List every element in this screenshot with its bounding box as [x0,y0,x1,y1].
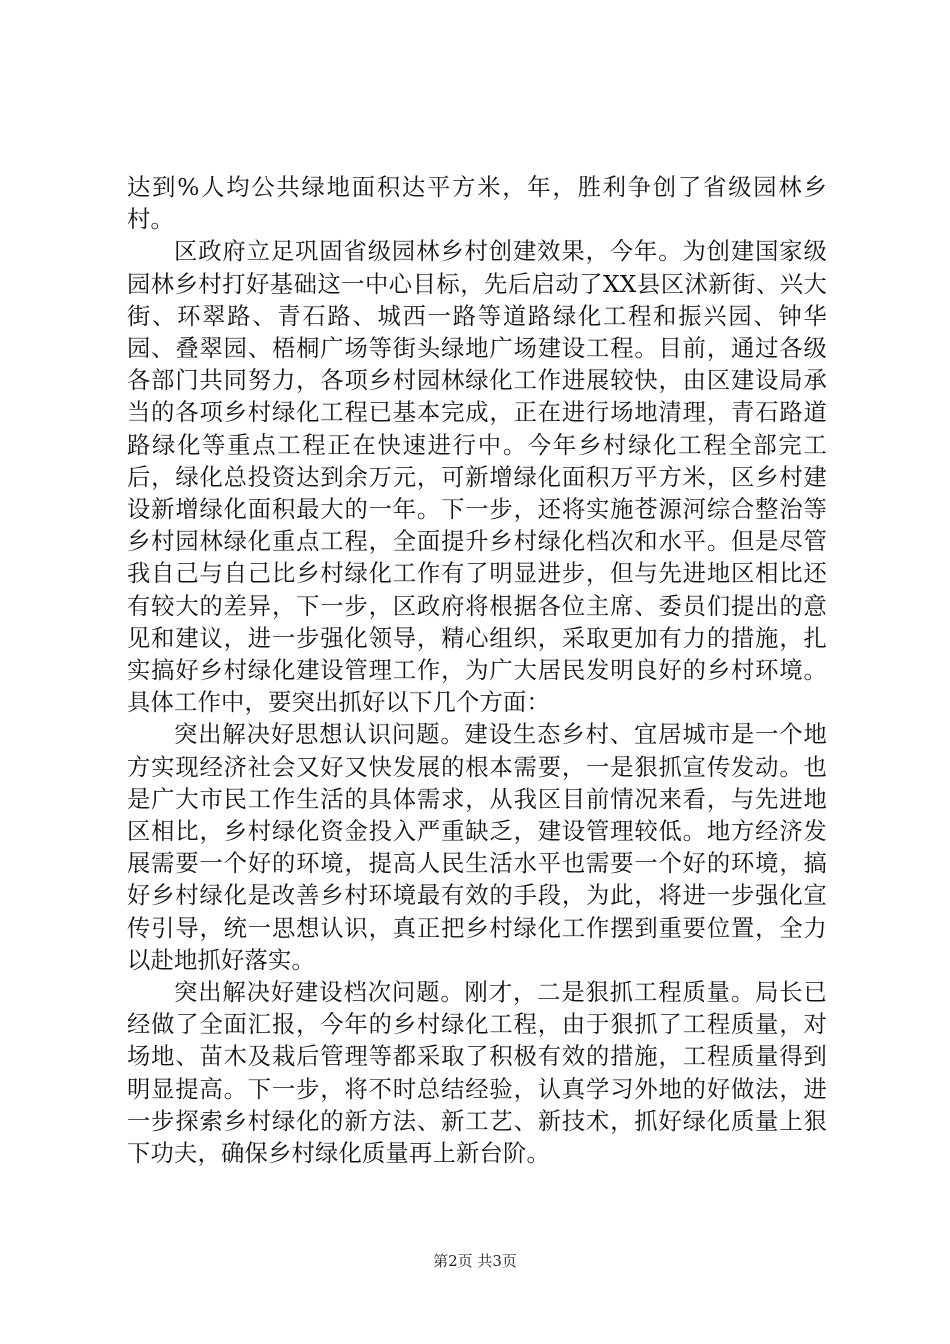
paragraph-ideological-awareness: 突出解决好思想认识问题。建设生态乡村、宜居城市是一个地方实现经济社会又好又快发展的根本需要，一是狠抓宣传发动。也是广大市民工作生活的具体需求，从我区目前情况来看，与先进地区相比，乡村绿化资金投入严重缺乏，建设管理较低。地方经济发展需要一个好的环境，提高人民生活水平也需要一个好的环境，搞好乡村绿化是改善乡村环境最有效的手段，为此，将进一步强化宣传引导，统一思想认识，真正把乡村绿化工作摆到重要位置，全力以赴地抓好落实。 [127,721,827,974]
paragraph-construction-quality: 突出解决好建设档次问题。刚才，二是狠抓工程质量。局长已经做了全面汇报，今年的乡村绿化工程，由于狠抓了工程质量，对场地、苗木及栽后管理等都采取了积极有效的措施，工程质量得到明显提高。下一步，将不时总结经验，认真学习外地的好做法，进一步探索乡村绿化的新方法、新工艺、新技术，抓好绿化质量上狠下功夫，确保乡村绿化质量再上新台阶。 [127,979,827,1168]
paragraph-continuation: 达到%人均公共绿地面积达平方米，年，胜利争创了省级园林乡村。 [127,174,827,234]
paragraph-greening-projects: 区政府立足巩固省级园林乡村创建效果，今年。为创建国家级园林乡村打好基础这一中心目标，先后启动了XX县区沭新街、兴大街、环翠路、青石路、城西一路等道路绿化工程和振兴园、钟华园、叠翠园、梧桐广场等街头绿地广场建设工程。目前，通过各级各部门共同努力，各项乡村园林绿化工作进展较快，由区建设局承当的各项乡村绿化工程已基本完成，正在进行场地清理，青石路道路绿化等重点工程正在快速进行中。今年乡村绿化工程全部完工后，绿化总投资达到余万元，可新增绿化面积万平方米，区乡村建设新增绿化面积最大的一年。下一步，还将实施苍源河综合整治等乡村园林绿化重点工程，全面提升乡村绿化档次和水平。但是尽管我自己与自己比乡村绿化工作有了明显进步，但与先进地区相比还有较大的差异，下一步，区政府将根据各位主席、委员们提出的意见和建议，进一步强化领导，精心组织，采取更加有力的措施，扎实搞好乡村绿化建设管理工作，为广大居民发明良好的乡村环境。具体工作中，要突出抓好以下几个方面： [127,238,827,717]
document-body [127,172,827,1170]
page-number-footer: 第2页 共3页 [433,1252,517,1270]
